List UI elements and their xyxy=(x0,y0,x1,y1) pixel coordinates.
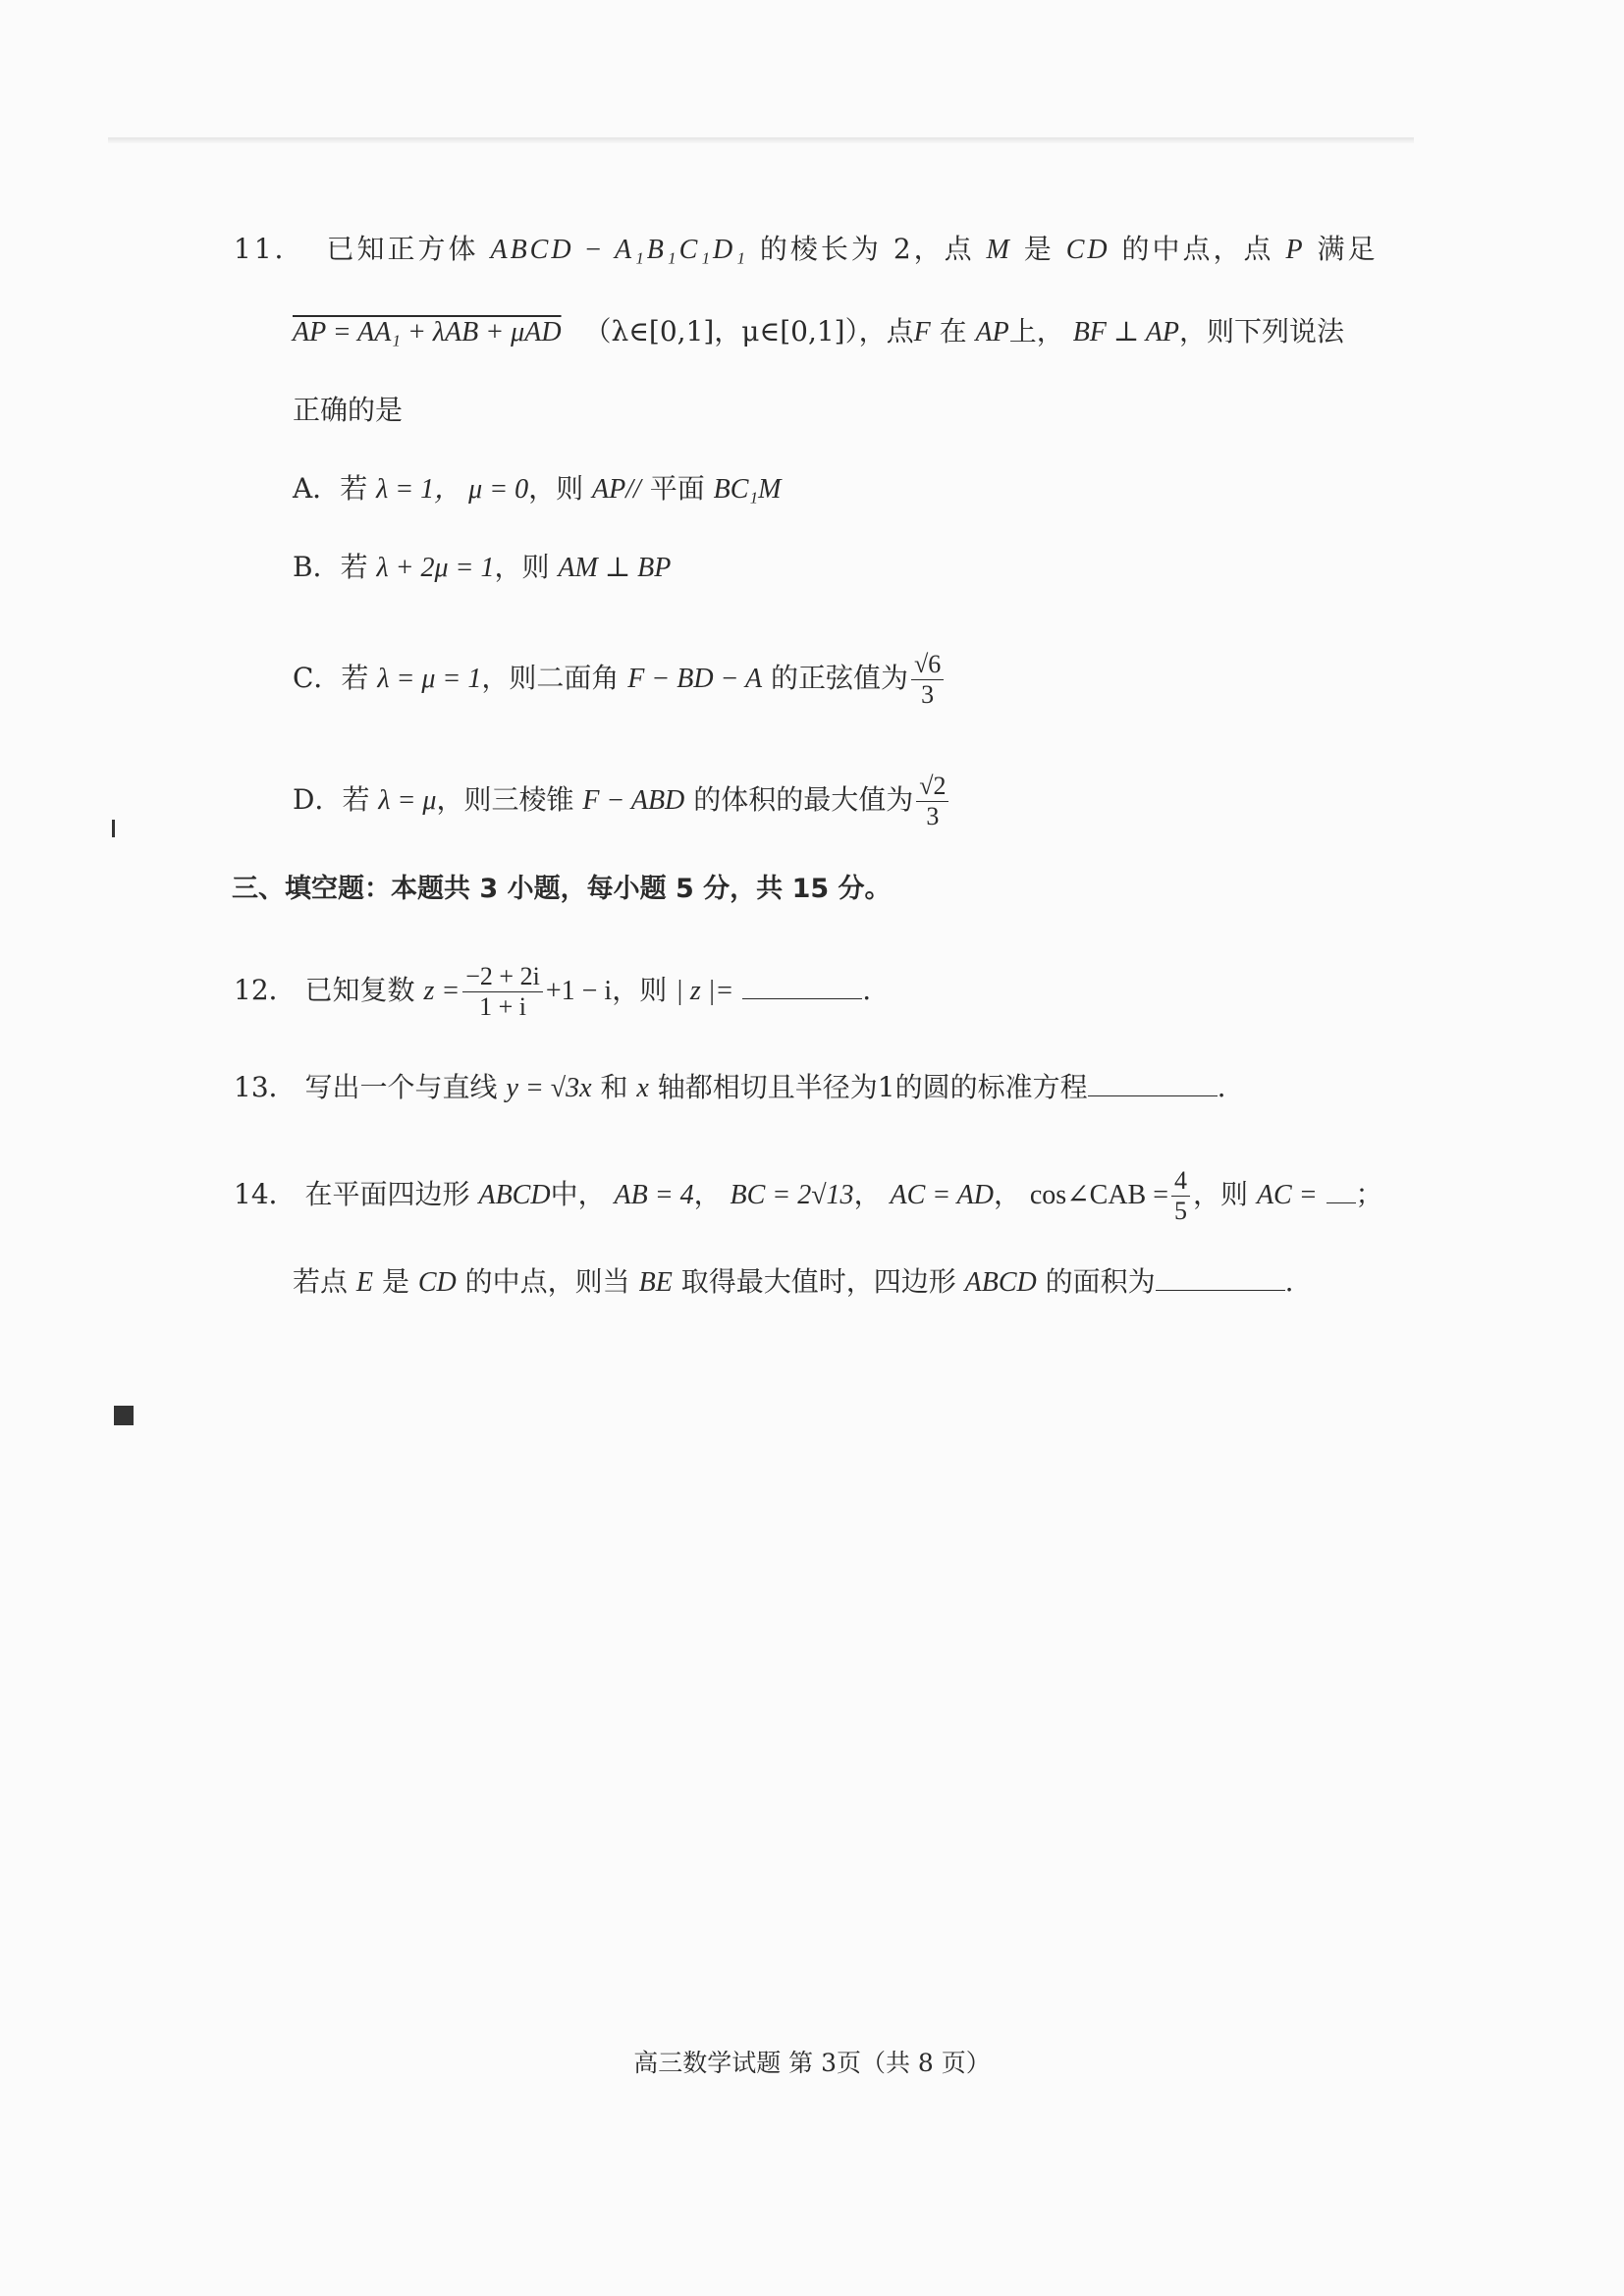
option-text: 的正弦值为 xyxy=(770,662,908,694)
q11-option-d xyxy=(293,772,951,831)
q11-text: 满足 xyxy=(1317,233,1379,265)
q11-option-a xyxy=(293,469,781,509)
fraction-denominator: 3 xyxy=(926,802,940,830)
point-p: P xyxy=(1285,235,1306,265)
fraction-numerator: 4 xyxy=(1171,1166,1190,1197)
option-conclusion: AP// xyxy=(592,474,641,505)
q11-line3: 正确的是 xyxy=(293,394,404,426)
option-conclusion: AM ⊥ BP xyxy=(558,553,672,583)
period: . xyxy=(862,974,872,1006)
q11-text: 是 xyxy=(1023,233,1055,265)
quadrilateral-name: ABCD xyxy=(964,1267,1037,1298)
scan-edge xyxy=(108,137,1414,143)
q14-text: 中， xyxy=(550,1178,606,1210)
q13-text: 和 xyxy=(600,1071,628,1103)
option-text: 平面 xyxy=(649,472,705,505)
q14-line1: 14． 在平面四边形 ABCD中， AB = 4， BC = 2√13， AC = AD， cos∠CAB = $\frac{4}{5}$ ，则 AC = ； xyxy=(234,1166,1383,1225)
option-condition: λ + 2μ = 1 xyxy=(376,553,495,583)
q11-text: 已知正方体 xyxy=(326,233,479,265)
expression: +1 − i xyxy=(545,976,613,1006)
segment-ap: AP xyxy=(975,317,1009,347)
fraction-denominator: 5 xyxy=(1174,1197,1188,1225)
question-number: 13． xyxy=(234,1071,297,1103)
question-number: 11． xyxy=(234,233,305,265)
vector-equation: AP = AA₁ + λAB + μAD xyxy=(293,317,562,347)
variable-z: z = xyxy=(423,976,460,1006)
segment-cd: CD xyxy=(1065,235,1110,265)
ask-ac: AC = xyxy=(1256,1180,1318,1210)
fraction-denominator: 3 xyxy=(921,680,935,709)
q14-text: 是 xyxy=(381,1265,409,1298)
q11-option-b xyxy=(293,548,671,588)
q11-text: 的棱长为 2，点 xyxy=(759,233,975,265)
fraction xyxy=(916,772,948,831)
quadrilateral-name: ABCD xyxy=(478,1180,551,1210)
option-label: A．若 xyxy=(293,472,368,505)
option-conclusion: F − ABD xyxy=(582,785,685,816)
fraction-numerator: √2 xyxy=(916,772,948,802)
cube-name: ABCD − A₁B₁C₁D₁ xyxy=(490,235,749,265)
option-text: ，则二面角 xyxy=(481,662,620,694)
period: . xyxy=(1284,1265,1294,1298)
perpendicular-condition: BF ⊥ AP xyxy=(1072,317,1179,347)
option-text: ，则 xyxy=(494,551,550,583)
option-condition: λ = μ = 1 xyxy=(377,664,482,694)
plane-name: BC₁M xyxy=(713,474,782,505)
fraction-denominator: 1 + i xyxy=(479,992,526,1021)
option-conclusion: F − BD − A xyxy=(627,664,763,694)
point-e: E xyxy=(355,1267,374,1298)
answer-blank-ac[interactable] xyxy=(1326,1179,1356,1203)
x-axis: x xyxy=(636,1073,649,1103)
answer-blank[interactable] xyxy=(1088,1072,1218,1096)
segment-cd: CD xyxy=(417,1267,457,1298)
cosine-expression: cos∠CAB = xyxy=(1029,1180,1169,1210)
q14-text: 取得最大值时，四边形 xyxy=(680,1265,956,1298)
option-label: C．若 xyxy=(293,662,369,694)
margin-mark xyxy=(112,820,115,837)
page-footer: 高三数学试题 第 3页（共 8 页） xyxy=(633,2049,991,2077)
q14-text: 的中点，则当 xyxy=(464,1265,630,1298)
fraction xyxy=(911,650,944,710)
q13-line xyxy=(234,1068,1226,1108)
section-heading: 三、填空题：本题共 3 小题，每小题 5 分，共 15 分。 xyxy=(232,874,892,904)
q14-line2 xyxy=(293,1262,1294,1303)
question-number: 12． xyxy=(234,974,297,1006)
answer-blank-area[interactable] xyxy=(1156,1266,1285,1291)
option-condition: λ = μ xyxy=(378,785,437,816)
q11-text: 上， xyxy=(1008,315,1064,347)
condition-bc: BC = 2√13 xyxy=(730,1180,854,1210)
fraction-numerator: −2 + 2i xyxy=(462,962,543,992)
option-text: ，则三棱锥 xyxy=(436,783,574,816)
period: . xyxy=(1217,1071,1226,1103)
semicolon: ； xyxy=(1355,1178,1383,1210)
fraction xyxy=(462,962,543,1022)
segment-be: BE xyxy=(638,1267,673,1298)
option-text: 的体积的最大值为 xyxy=(693,783,914,816)
q12-text: 已知复数 xyxy=(304,974,415,1006)
q13-text: 轴都相切且半径为1的圆的标准方程 xyxy=(657,1071,1088,1103)
q11-option-c xyxy=(293,650,947,710)
q11-text: ，则下列说法 xyxy=(1178,315,1344,347)
modulus: | z |= xyxy=(676,976,734,1006)
option-label: B．若 xyxy=(293,551,368,583)
q13-text: 写出一个与直线 xyxy=(304,1071,498,1103)
range-text: （λ∈[0,1]，μ∈[0,1]），点 xyxy=(583,315,914,347)
option-condition: λ = 1， μ = 0 xyxy=(376,474,529,505)
answer-blank[interactable] xyxy=(742,975,862,999)
question-number: 14． xyxy=(234,1178,297,1210)
q11-text: 在 xyxy=(939,315,967,347)
q14-text: 若点 xyxy=(293,1265,349,1298)
condition-ab: AB = 4 xyxy=(614,1180,694,1210)
line-equation: y = √3x xyxy=(506,1073,592,1103)
q11-line2 xyxy=(293,312,1344,352)
q11-text: 的中点，点 xyxy=(1121,233,1274,265)
q12-line xyxy=(234,962,871,1022)
point-m: M xyxy=(986,235,1012,265)
q14-text: ，则 xyxy=(1193,1178,1249,1210)
fraction xyxy=(1171,1166,1190,1226)
q14-text: 的面积为 xyxy=(1045,1265,1156,1298)
q11-line1 xyxy=(234,230,1378,270)
option-text: ，则 xyxy=(528,472,584,505)
q12-text: ，则 xyxy=(612,974,668,1006)
fraction-numerator: √6 xyxy=(911,650,944,680)
alignment-mark xyxy=(114,1406,134,1425)
option-label: D．若 xyxy=(293,783,370,816)
condition-ac-ad: AC = AD xyxy=(890,1180,994,1210)
point-f: F xyxy=(913,317,931,347)
q14-text: 在平面四边形 xyxy=(304,1178,470,1210)
